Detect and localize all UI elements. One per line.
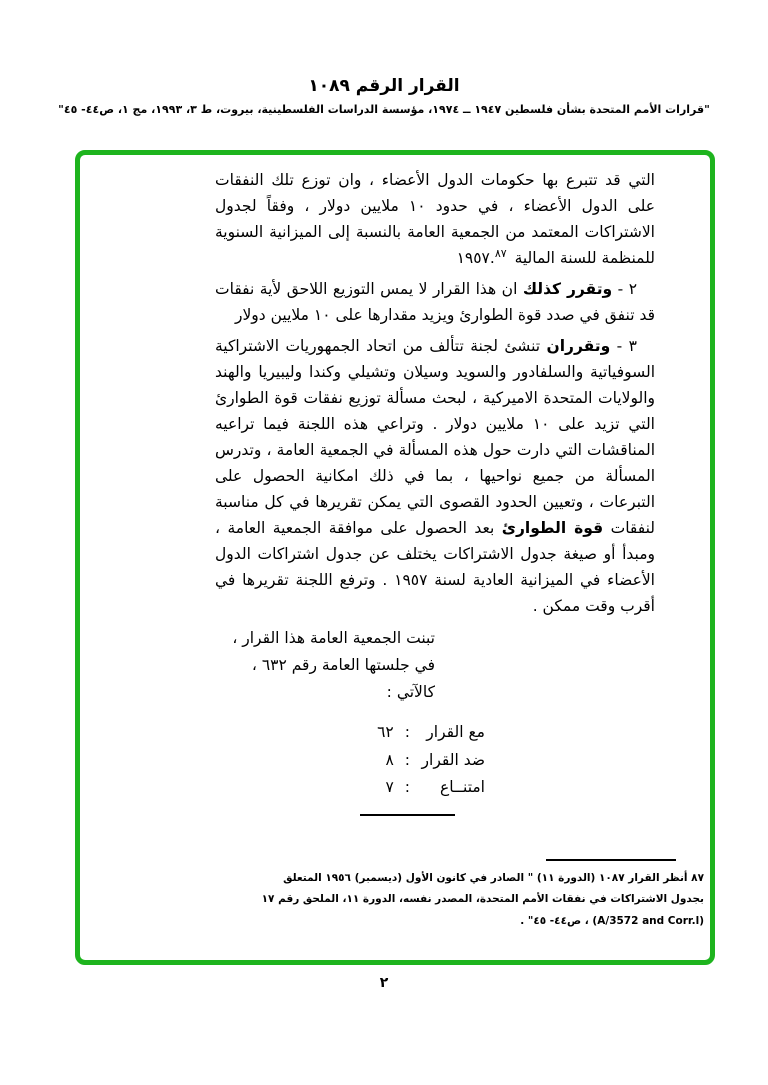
footnote-line-3: (A/3572 and Corr.l) ، ص٤٤- ٤٥" .	[520, 914, 704, 927]
document-frame	[75, 150, 715, 965]
vote-abstain-label: امتنــاع	[439, 778, 485, 796]
vote-against-count: ٨	[385, 750, 394, 769]
clause-3-number: ٣ -	[610, 337, 637, 355]
vote-against-colon: :	[404, 750, 410, 769]
footnote-block	[261, 859, 704, 933]
vote-for-colon: :	[404, 723, 410, 741]
vote-against-label: ضد القرار	[421, 750, 485, 769]
resolution-body	[215, 167, 655, 816]
footnote-line-1: ٨٧ أنظر القرار ١٠٨٧ (الدورة ١١) " الصادر في كانون الأول (ديسمبر) ١٩٥٦ المتعلق	[283, 871, 704, 884]
page-header	[0, 76, 768, 116]
clause-2-text: ان هذا القرار لا يمس التوزيع اللاحق لأية نفقات قد تنفق في صدد قوة الطوارئ ويزيد مقدارها على ١٠ ملايين دولار	[215, 280, 655, 324]
paragraph-clause-2	[215, 276, 655, 328]
footnote-reference: ٨٧	[494, 246, 507, 260]
paragraph-continuation-text: التي قد تتبرع بها حكومات الدول الأعضاء ، وان توزع تلك النفقات على الدول الأعضاء ، في حدود ١٠ ملايين دولار ، وفقاً لجدول الاشتراكات المعتمد من الجمعية العامة بالنسبة إلى الميزانية السنوية للمنظمة للسنة المالية ١٩٥٧.	[215, 171, 655, 267]
adoption-line-1: تبنت الجمعية العامة هذا القرار ،	[232, 629, 435, 647]
clause-2-bold-phrase: وتقرر كذلك	[522, 280, 613, 298]
footnote-line-2: بجدول الاشتراكات في نفقات الأمم المتحدة، المصدر نفسه، الدورة ١١، الملحق رقم ١٧	[261, 893, 704, 905]
adoption-statement	[215, 625, 435, 706]
clause-3-bold-phrase-2: قوة الطوارئ	[501, 519, 604, 537]
clause-3-bold-phrase: وتقرران	[546, 337, 611, 355]
clause-3-text-2: بعد الحصول على موافقة الجمعية العامة ، ومبدأ أو صيغة جدول الاشتراكات يختلف عن جدول اشتراكات الدول الأعضاء في الميزانية العادية لسنة ١٩٥٧ . وترفع اللجنة تقريرها في أقرب وقت ممكن .	[215, 519, 655, 615]
vote-abstain-count: ٧	[385, 778, 394, 796]
adoption-line-2: في جلستها العامة رقم ٦٣٢ ،	[251, 656, 435, 674]
footnote-separator-rule	[546, 859, 676, 861]
resolution-title: القرار الرقم ١٠٨٩	[308, 76, 460, 96]
vote-for-label: مع القرار	[426, 723, 485, 741]
page-number: ٢	[379, 975, 389, 991]
vote-abstain-colon: :	[404, 778, 410, 796]
clause-2-number: ٢ -	[612, 280, 638, 298]
adoption-line-3: كالآتي :	[386, 683, 435, 701]
section-end-rule	[360, 814, 455, 816]
paragraph-continuation	[215, 167, 655, 271]
clause-3-text-1: تنشئ لجنة تتألف من اتحاد الجمهوريات الاشتراكية السوفياتية والسلفادور والسويد وسيلان وتشيلي وكندا وليبيريا والهند والولايات المتحدة الاميركية ، لبحث مسألة توزيع نفقات قوة الطوارئ التي تزيد على ١٠ ملايين دولار . وتراعي هذه اللجنة فيما تراعيه المناقشات التي دارت حول هذه المسألة في الجمعية العامة ، وتدرس المسألة من جميع نواحيها ، بما في ذلك امكانية الحصول على التبرعات ، وتعيين الحدود القصوى التي يمكن تقريرها في كل مناسبة لنفقات	[215, 337, 655, 537]
vote-tally	[377, 719, 485, 802]
paragraph-clause-3	[215, 333, 655, 619]
source-citation: "قرارات الأمم المتحدة بشأن فلسطين ١٩٤٧ ــ ١٩٧٤، مؤسسة الدراسات الفلسطينية، بيروت، ط ٣، ١٩٩٣، مج ١، ص٤٤- ٤٥"	[58, 103, 710, 116]
vote-for-count: ٦٢	[377, 723, 394, 741]
